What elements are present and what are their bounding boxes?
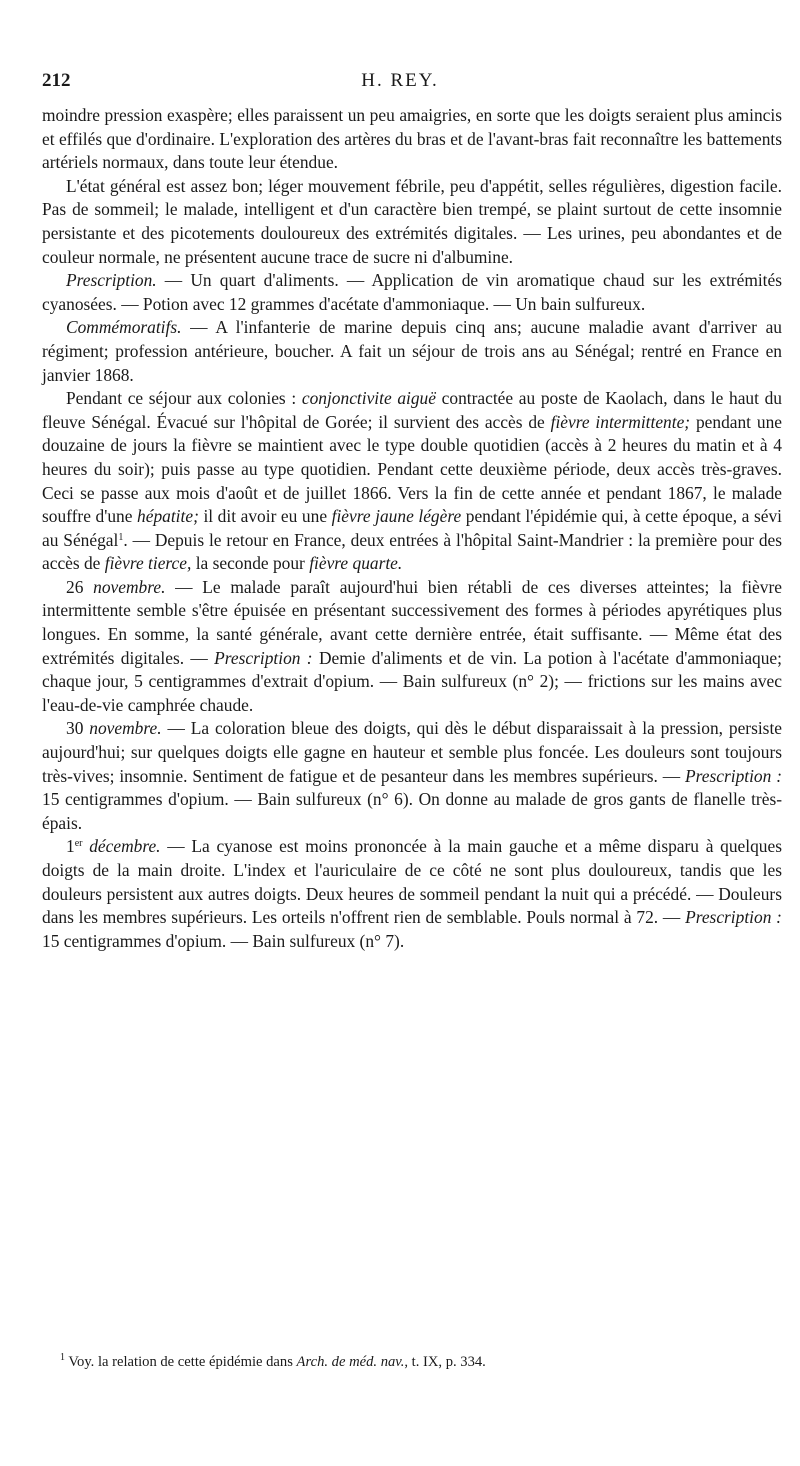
text-run: , t. IX, p. 334. xyxy=(404,1354,486,1370)
italic-text: fièvre quarte. xyxy=(309,553,403,574)
italic-text: Prescription. xyxy=(66,270,157,291)
italic-text: Arch. de méd. nav. xyxy=(296,1354,405,1370)
text-run: — La coloration bleue des doigts, qui dès le début disparaissait à la pression, persiste aujourd'hui; sur quelques doigts elle gagne en hauteur et semble plus foncée. Les douleurs sont toujours très-vives; insomnie. Sentiment de fatigue et de pesanteur dans les membres supérieurs. — xyxy=(42,718,782,786)
text-run: contractée au poste de Kaolach, dans le haut du fleuve Sénégal. Évacué sur l'hôpital de Gorée; il survient des accès de xyxy=(42,388,782,432)
paragraph xyxy=(42,717,782,835)
running-head: H. REY. xyxy=(361,70,439,91)
paragraph xyxy=(42,835,782,953)
text-run: — Le malade paraît aujourd'hui bien rétabli de ces diverses atteintes; la fièvre intermittente semble s'être épuisée en présentant successivement des formes à périodes apyrétiques plus longues. En somme, la santé générale, avant cette dernière entrée, était suffisante. — Même état des extrémités digitales. — xyxy=(42,576,782,668)
superscript: 1 xyxy=(60,1352,65,1363)
footnote xyxy=(42,1352,782,1372)
italic-text: hépatite; xyxy=(137,506,199,527)
text-run: Pendant ce séjour aux colonies : xyxy=(66,388,302,409)
text-run: — A l'infanterie de marine depuis cinq ans; aucune maladie avant d'arriver au régiment; profession antérieure, boucher. A fait un séjour de trois ans au Sénégal; rentré en France en janvier 1868. xyxy=(42,317,782,385)
text-run: 26 xyxy=(66,576,94,597)
paragraph xyxy=(42,175,782,269)
paragraph xyxy=(42,104,782,175)
italic-text: novembre. xyxy=(93,576,166,597)
text-run: pendant une douzaine de jours la fièvre se maintient avec le type double quotidien (accès à 2 heures du matin et à 4 heures du soir); puis passe au type quotidien. Pendant cette deuxième période, deux accès très-graves. Ceci se passe aux mois d'août et de juillet 1866. Vers la fin de cette année et pendant 1867, le malade souffre d'une xyxy=(42,411,782,527)
text-run: la seconde pour xyxy=(191,553,310,574)
text-run: 15 centigrammes d'opium. — Bain sulfureux (n° 6). On donne au malade de gros gants de flanelle très-épais. xyxy=(42,789,782,833)
superscript: 1 xyxy=(118,531,124,543)
body-text xyxy=(42,104,782,953)
text-run: — La cyanose est moins prononcée à la main gauche et a même disparu à quelques doigts de la main droite. L'index et l'auriculaire de ce côté ne sont plus douloureux, tandis que les douleurs persistent aux autres doigts. Deux heures de sommeil pendant la nuit qui a précédé. — Douleurs dans les membres supérieurs. Les orteils n'offrent rien de semblable. Pouls normal à 72. — xyxy=(42,836,782,928)
page-number: 212 xyxy=(42,70,71,91)
italic-text: Prescription : xyxy=(685,907,782,928)
text-run: 15 centigrammes d'opium. — Bain sulfureux (n° 7). xyxy=(42,930,405,951)
paragraph xyxy=(42,387,782,576)
paragraph xyxy=(42,269,782,316)
text-run: moindre pression exaspère; elles paraissent un peu amaigries, en sorte que les doigts seraient plus amincis et effilés que d'ordinaire. L'exploration des artères du bras et de l'avant-bras fait reconnaître les battements artériels normaux, dans toute leur étendue. xyxy=(42,105,782,173)
text-run: L'état général est assez bon; léger mouvement fébrile, peu d'appétit, selles régulières, digestion facile. Pas de sommeil; le malade, intelligent et d'un caractère bien trempé, se plaint surtout de cette insomnie persistante et des picotements douloureux des extrémités digitales. — Les urines, peu abondantes et de couleur normale, ne présentent aucune trace de sucre ni d'albumine. xyxy=(42,175,782,267)
text-run: il dit avoir eu une xyxy=(198,506,332,527)
paragraph xyxy=(42,316,782,387)
italic-text: Prescription : xyxy=(214,647,313,668)
text-run: 30 xyxy=(66,718,90,739)
text-run: pendant l'épidémie qui, à cette époque, a sévi au Sénégal xyxy=(42,506,782,550)
text-run: — Un quart d'aliments. — Application de vin aromatique chaud sur les extrémités cyanosées. — Potion avec 12 grammes d'acétate d'ammoniaque. — Un bain sulfureux. xyxy=(42,270,782,314)
text-run: 1 xyxy=(66,836,75,857)
italic-text: fièvre tierce, xyxy=(104,553,192,574)
italic-text: fièvre jaune légère xyxy=(331,506,462,527)
italic-text: décembre. xyxy=(89,836,161,857)
paragraph xyxy=(42,576,782,718)
italic-text: conjonctivite aiguë xyxy=(301,388,436,409)
text-run: Voy. la relation de cette épidémie dans xyxy=(65,1354,297,1370)
text-run: . — Depuis le retour en France, deux entrées à l'hôpital Saint-Mandrier : la première pour des accès de xyxy=(42,529,782,574)
text-run: Demie d'aliments et de vin. La potion à l'acétate d'ammoniaque; chaque jour, 5 centigrammes d'extrait d'opium. — Bain sulfureux (n° 2); — frictions sur les mains avec l'eau-de-vie camphrée chaude. xyxy=(42,647,782,715)
italic-text: fièvre intermittente; xyxy=(550,411,691,432)
italic-text: Prescription : xyxy=(685,765,782,786)
italic-text: novembre. xyxy=(89,718,162,739)
italic-text: Commémoratifs. xyxy=(66,317,182,338)
superscript: er xyxy=(74,838,83,850)
